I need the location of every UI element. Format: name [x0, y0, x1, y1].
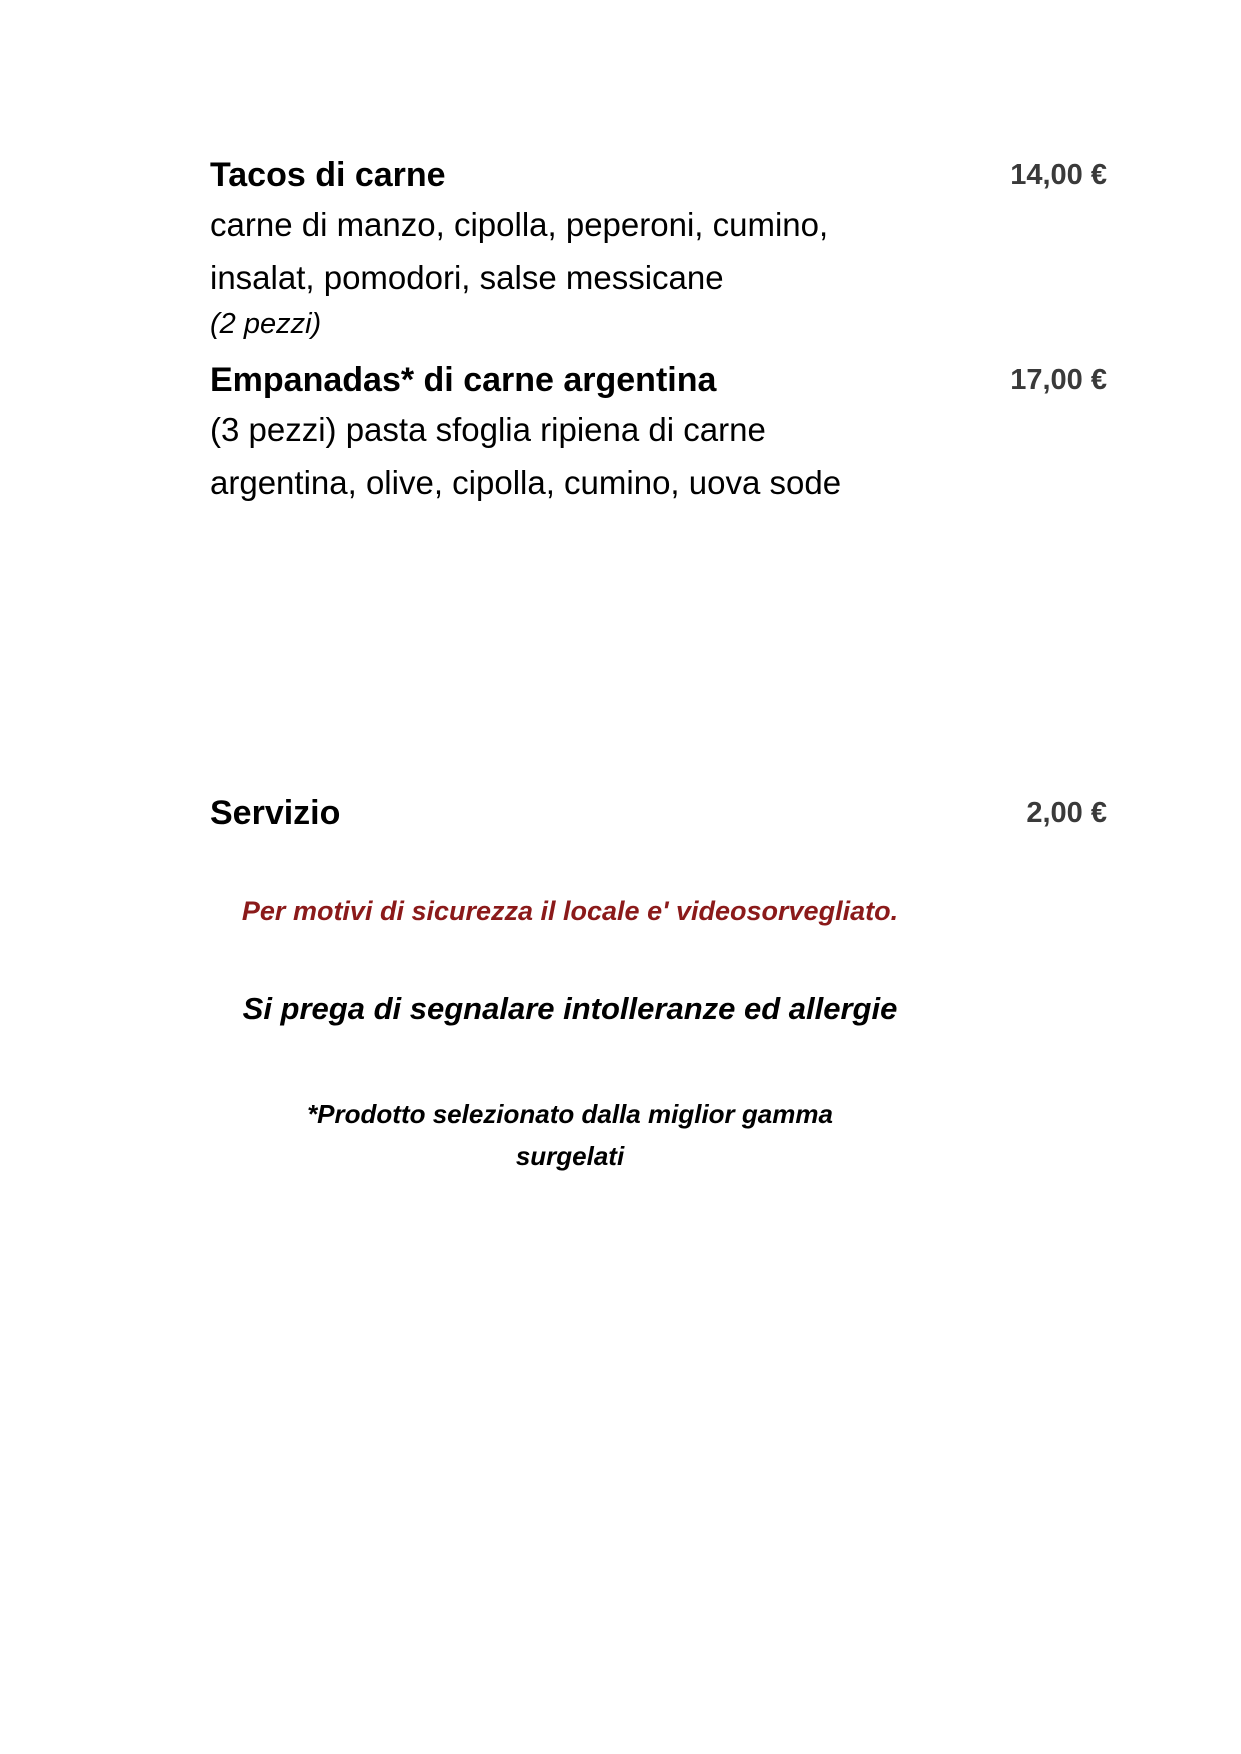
frozen-notice-line-2: surgelati: [515, 1141, 625, 1171]
menu-item-tacos: [210, 152, 1110, 344]
menu-item-empanadas: [210, 357, 1110, 509]
item-description: carne di manzo, cipolla, peperoni, cumino, insalat, pomodori, salse messicane: [210, 206, 829, 296]
allergy-notice: Si prega di segnalare intolleranze ed allergie: [242, 991, 898, 1026]
item-price-empanadas: 17,00 €: [1010, 364, 1107, 396]
security-notice: Per motivi di sicurezza il locale e' videosorvegliato.: [241, 896, 899, 926]
frozen-product-notice: [210, 1093, 930, 1177]
frozen-notice-line-1: *Prodotto selezionato dalla miglior gamma: [307, 1099, 833, 1129]
item-title: Tacos di carne: [210, 156, 446, 194]
item-price-servizio: 2,00 €: [1026, 797, 1107, 829]
item-title: Servizio: [210, 794, 341, 832]
item-note: (2 pezzi): [210, 308, 322, 340]
item-title: Empanadas* di carne argentina: [210, 361, 717, 399]
item-description: (3 pezzi) pasta sfoglia ripiena di carne argentina, olive, cipolla, cumino, uova sode: [210, 411, 842, 501]
menu-item-servizio: [210, 790, 1110, 836]
item-price-tacos: 14,00 €: [1010, 159, 1107, 191]
